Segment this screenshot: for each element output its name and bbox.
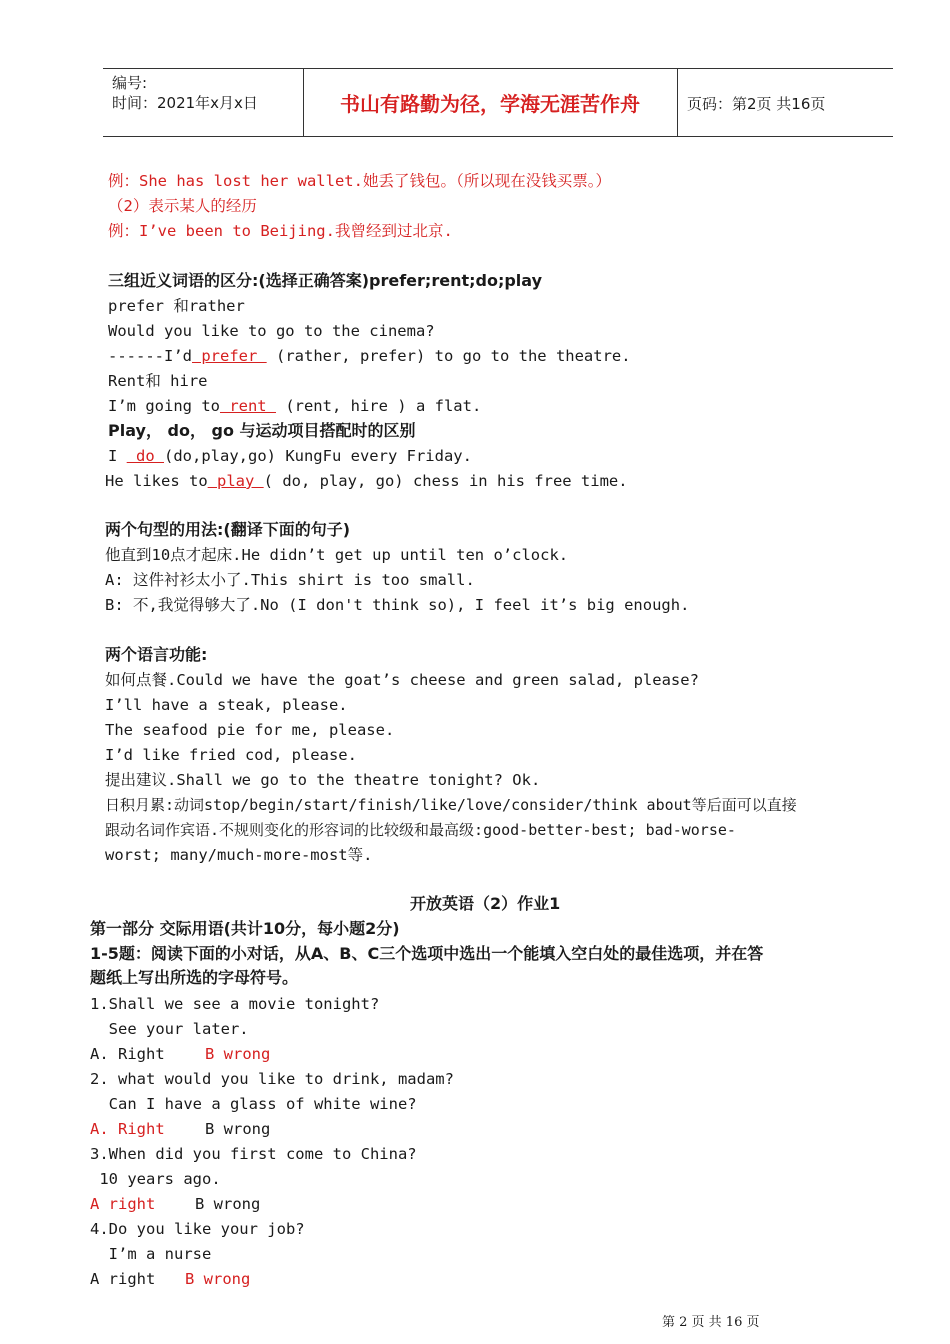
header-page-info: 页码：第2页 共16页 [687,95,826,113]
header-meta [112,73,258,113]
section-heading: 三组近义词语的区分:(选择正确答案)prefer;rent;do;play [108,271,543,290]
question: 4.Do you like your job? [90,1220,305,1238]
option-b: B wrong [205,1045,271,1063]
section-heading: 两个句型的用法:(翻译下面的句子) [105,520,351,539]
option-b: B wrong [185,1270,251,1288]
number-label: 编号: [112,74,148,92]
example-line: 例：She has lost her wallet.她丢了钱包。（所以现在没钱买票。） [108,172,611,190]
text-line: The seafood pie for me, please. [105,721,395,739]
question-reply: I’m a nurse [90,1245,212,1263]
question: 3.When did you first come to China? [90,1145,417,1163]
question-reply: Can I have a glass of white wine? [90,1095,417,1113]
text-line: 如何点餐.Could we have the goat’s cheese and green salad, please? [105,671,699,689]
question: 2. what would you like to drink, madam? [90,1070,454,1088]
text-line: I’m going to rent (rent, hire ) a flat. [108,397,482,415]
header-divider [677,69,678,136]
option-b: B wrong [195,1195,261,1213]
section-heading: 两个语言功能: [105,645,208,664]
text-line: 跟动名词作宾语.不规则变化的形容词的比较级和最高级:good-better-best; bad-worse- [105,821,736,839]
text-line: Would you like to go to the cinema? [108,322,435,340]
option-a: A right [90,1195,156,1213]
option-b: B wrong [205,1120,271,1138]
text-line: 日积月累:动词stop/begin/start/finish/like/love/consider/think about等后面可以直接 [105,796,797,814]
homework-title: 开放英语（2）作业1 [410,894,561,913]
text-line: ------I’d prefer (rather, prefer) to go to the theatre. [108,347,631,365]
question-reply: See your later. [90,1020,249,1038]
question-reply: 10 years ago. [90,1170,221,1188]
text-line: 提出建议.Shall we go to the theatre tonight? Ok. [105,771,541,789]
text-line: prefer 和rather [108,297,245,315]
usage-line: （2）表示某人的经历 [108,197,257,215]
answer-blank: prefer [192,347,267,365]
answer-blank: rent [219,397,276,415]
instructions: 题纸上写出所选的字母符号。 [90,968,299,987]
text-line: worst; many/much-more-most等. [105,846,373,864]
page-header [103,68,893,137]
option-a: A. Right [90,1045,165,1063]
question: 1.Shall we see a movie tonight? [90,995,380,1013]
text-line: Rent和 hire [108,372,208,390]
header-motto: 书山有路勤为径，学海无涯苦作舟 [340,92,640,116]
text-line: Play， do， go 与运动项目搭配时的区别 [108,421,416,440]
option-a: A right [90,1270,156,1288]
text-line: A: 这件衬衫太小了.This shirt is too small. [105,571,475,589]
page-footer: 第 2 页 共 16 页 [662,1315,760,1330]
answer-blank: do [126,447,164,465]
text-line: I’ll have a steak, please. [105,696,348,714]
text-line: 他直到10点才起床.He didn’t get up until ten o’clock. [105,546,569,564]
example-line: 例：I’ve been to Beijing.我曾经到过北京. [108,222,453,240]
text-line: He likes to play ( do, play, go) chess in his free time. [105,472,628,490]
part-heading: 第一部分 交际用语(共计10分，每小题2分) [90,919,400,938]
answer-blank: play [207,472,264,490]
text-line: I’d like fried cod, please. [105,746,357,764]
option-a: A. Right [90,1120,165,1138]
instructions: 1-5题：阅读下面的小对话，从A、B、C三个选项中选出一个能填入空白处的最佳选项，并在答 [90,944,764,963]
text-line: I do (do,play,go) KungFu every Friday. [108,447,472,465]
time-label: 时间：2021年x月x日 [112,94,258,112]
text-line: B: 不,我觉得够大了.No (I don't think so), I feel it’s big enough. [105,596,690,614]
